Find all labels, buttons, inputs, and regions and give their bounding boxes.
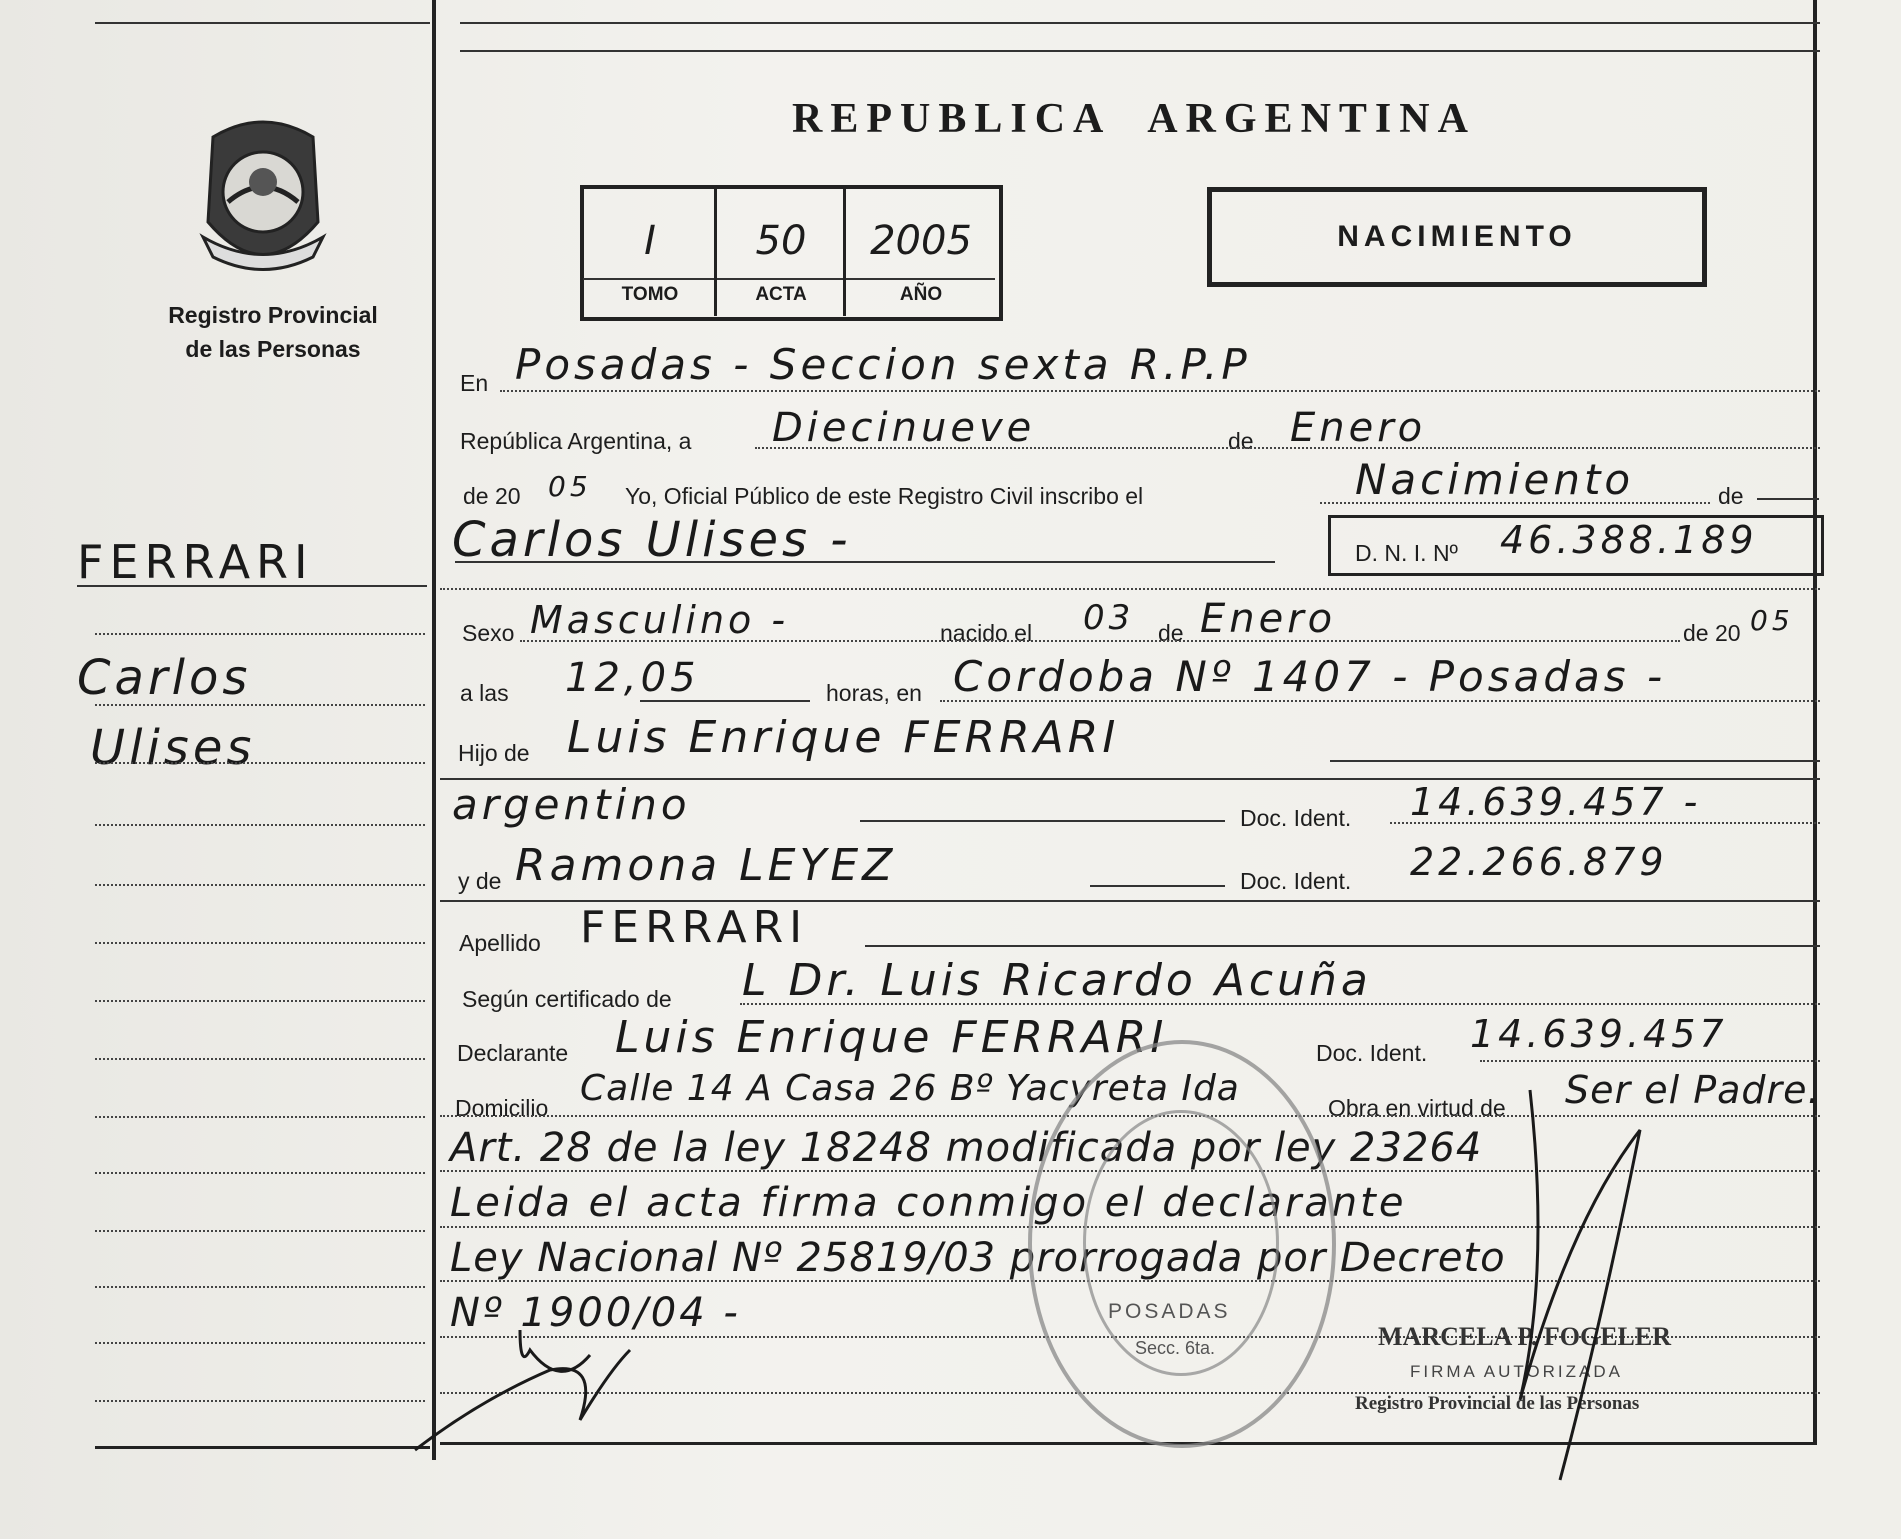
label-dni: D. N. I. Nº bbox=[1355, 540, 1458, 566]
margin-dots-14 bbox=[95, 1400, 425, 1402]
official-seal-inner bbox=[1083, 1110, 1279, 1376]
right-border bbox=[1813, 0, 1817, 1445]
registry-name bbox=[132, 298, 414, 366]
value-lugar: Posadas - Seccion sexta R.P.P bbox=[515, 340, 1251, 389]
value-nacionalidad: argentino bbox=[452, 780, 691, 829]
value-apellido: FERRARI bbox=[580, 902, 809, 953]
margin-surname-rule bbox=[77, 585, 427, 587]
value-certificado: L Dr. Luis Ricardo Acuña bbox=[742, 955, 1372, 1006]
label-de-3: de bbox=[1158, 620, 1184, 646]
value-declarante: Luis Enrique FERRARI bbox=[615, 1012, 1168, 1063]
note-line-1: Art. 28 de la ley 18248 modificada por ley 23264 bbox=[450, 1125, 1483, 1171]
value-dni: 46.388.189 bbox=[1500, 518, 1758, 562]
label-de-2: de bbox=[1718, 483, 1744, 509]
margin-dots-3 bbox=[95, 762, 425, 764]
label-apellido: Apellido bbox=[459, 930, 541, 956]
dots-declarante bbox=[1480, 1060, 1820, 1062]
record-box-divider bbox=[583, 278, 995, 280]
value-doc-padre: 14.639.457 - bbox=[1410, 780, 1702, 824]
label-doc-ident-1: Doc. Ident. bbox=[1240, 805, 1352, 831]
tomo-value: I bbox=[644, 218, 656, 264]
acta-value: 50 bbox=[755, 218, 807, 264]
margin-dots-2 bbox=[95, 704, 425, 706]
margin-given-1: Carlos bbox=[77, 650, 252, 706]
label-republica: República Argentina, a bbox=[460, 428, 692, 454]
dots-a-las bbox=[940, 700, 1820, 702]
value-mes: Enero bbox=[1290, 405, 1427, 451]
value-tipo: Nacimiento bbox=[1355, 455, 1635, 504]
label-obra: Obra en virtud de bbox=[1328, 1095, 1506, 1121]
label-doc-ident-2: Doc. Ident. bbox=[1240, 868, 1352, 894]
value-hora: 12,05 bbox=[565, 655, 700, 701]
rule-nacionalidad bbox=[860, 820, 1225, 822]
label-y-de: y de bbox=[458, 868, 502, 894]
top-rule-left bbox=[95, 22, 430, 24]
margin-dots-10 bbox=[95, 1172, 425, 1174]
label-en: En bbox=[460, 370, 489, 396]
value-dia-nac: 03 bbox=[1083, 598, 1135, 638]
value-mes-nac: Enero bbox=[1200, 596, 1337, 642]
label-yo: Yo, Oficial Público de este Registro Civil inscribo el bbox=[625, 483, 1144, 509]
value-lugar-nac: Cordoba Nº 1407 - Posadas - bbox=[953, 652, 1667, 701]
label-declarante: Declarante bbox=[457, 1040, 569, 1066]
margin-given-2: Ulises bbox=[90, 720, 256, 776]
label-horas-en: horas, en bbox=[826, 680, 922, 706]
note-line-3: Ley Nacional Nº 25819/03 prorrogada por Decreto bbox=[450, 1235, 1506, 1281]
acta-label: ACTA bbox=[755, 284, 807, 305]
margin-surname: FERRARI bbox=[77, 535, 314, 589]
label-nacido-el: nacido el bbox=[940, 620, 1033, 646]
margin-dots-4 bbox=[95, 824, 425, 826]
signer-org: Registro Provincial de las Personas bbox=[1355, 1393, 1640, 1414]
label-hijo-de: Hijo de bbox=[458, 740, 530, 766]
dots-republica bbox=[755, 447, 1820, 449]
ano-label: AÑO bbox=[899, 284, 943, 305]
value-obra: Ser el Padre. bbox=[1565, 1068, 1821, 1112]
dots-sexo bbox=[520, 640, 1680, 642]
value-padre: Luis Enrique FERRARI bbox=[567, 712, 1120, 763]
bottom-rule-left bbox=[95, 1446, 430, 1449]
rule-nombre bbox=[455, 561, 1275, 563]
margin-dots-9 bbox=[95, 1116, 425, 1118]
rule-apellido bbox=[865, 945, 1820, 947]
value-sexo: Masculino - bbox=[530, 598, 790, 642]
dots-segun bbox=[740, 1003, 1820, 1005]
label-de-20: de 20 bbox=[463, 483, 521, 509]
ano-value: 2005 bbox=[870, 218, 972, 264]
value-doc-madre: 22.266.879 bbox=[1410, 840, 1668, 884]
coat-of-arms-icon bbox=[193, 112, 333, 272]
value-doc-declarante: 14.639.457 bbox=[1470, 1012, 1728, 1056]
rule-madre bbox=[1090, 885, 1225, 887]
signer-name: MARCELA P. FOGELER bbox=[1378, 1322, 1672, 1351]
value-dia: Diecinueve bbox=[772, 405, 1036, 451]
label-segun: Según certificado de bbox=[462, 986, 672, 1012]
top-rule-right bbox=[460, 22, 1820, 24]
tomo-label: TOMO bbox=[621, 284, 679, 305]
dots-pre-sexo bbox=[440, 588, 1820, 590]
value-ano-nac: 05 bbox=[1750, 604, 1794, 637]
label-doc-ident-3: Doc. Ident. bbox=[1316, 1040, 1428, 1066]
value-madre: Ramona LEYEZ bbox=[515, 840, 897, 891]
declarant-signature bbox=[400, 1310, 660, 1460]
label-de-20b: de 20 bbox=[1683, 620, 1741, 646]
dots-nacionalidad bbox=[1390, 822, 1820, 824]
registry-line-1: Registro Provincial bbox=[168, 302, 378, 328]
note-line-4: Nº 1900/04 - bbox=[450, 1290, 741, 1336]
seal-city: POSADAS bbox=[1108, 1300, 1231, 1323]
margin-dots-6 bbox=[95, 942, 425, 944]
rule-yo-end bbox=[1757, 498, 1819, 500]
margin-dots-5 bbox=[95, 884, 425, 886]
dots-en bbox=[500, 390, 1820, 392]
margin-dots-13 bbox=[95, 1342, 425, 1344]
label-a-las: a las bbox=[460, 680, 509, 706]
margin-dots-1 bbox=[95, 633, 425, 635]
left-column-divider bbox=[432, 0, 436, 1460]
label-domicilio: Domicilio bbox=[455, 1095, 549, 1121]
value-domicilio: Calle 14 A Casa 26 Bº Yacyreta Ida bbox=[580, 1068, 1240, 1109]
official-signature bbox=[1410, 1070, 1790, 1490]
margin-dots-12 bbox=[95, 1286, 425, 1288]
rule-hijo bbox=[1330, 760, 1820, 762]
label-de: de bbox=[1228, 428, 1254, 454]
dots-yo bbox=[1320, 502, 1710, 504]
value-nombre: Carlos Ulises - bbox=[452, 512, 852, 568]
margin-dots-8 bbox=[95, 1058, 425, 1060]
rule-hora bbox=[640, 700, 810, 702]
document-title: REPUBLICA ARGENTINA bbox=[792, 96, 1476, 142]
note-line-2: Leida el acta firma conmigo el declarante bbox=[450, 1180, 1407, 1226]
signer-role: FIRMA AUTORIZADA bbox=[1410, 1362, 1623, 1381]
top-rule-right-2 bbox=[460, 50, 1820, 52]
margin-dots-11 bbox=[95, 1230, 425, 1232]
registry-line-2: de las Personas bbox=[185, 336, 361, 362]
act-type-box: NACIMIENTO bbox=[1207, 187, 1707, 287]
seal-office: Secc. 6ta. bbox=[1135, 1338, 1216, 1358]
margin-dots-7 bbox=[95, 1000, 425, 1002]
label-sexo: Sexo bbox=[462, 620, 515, 646]
value-ano-suffix: 05 bbox=[548, 470, 592, 503]
